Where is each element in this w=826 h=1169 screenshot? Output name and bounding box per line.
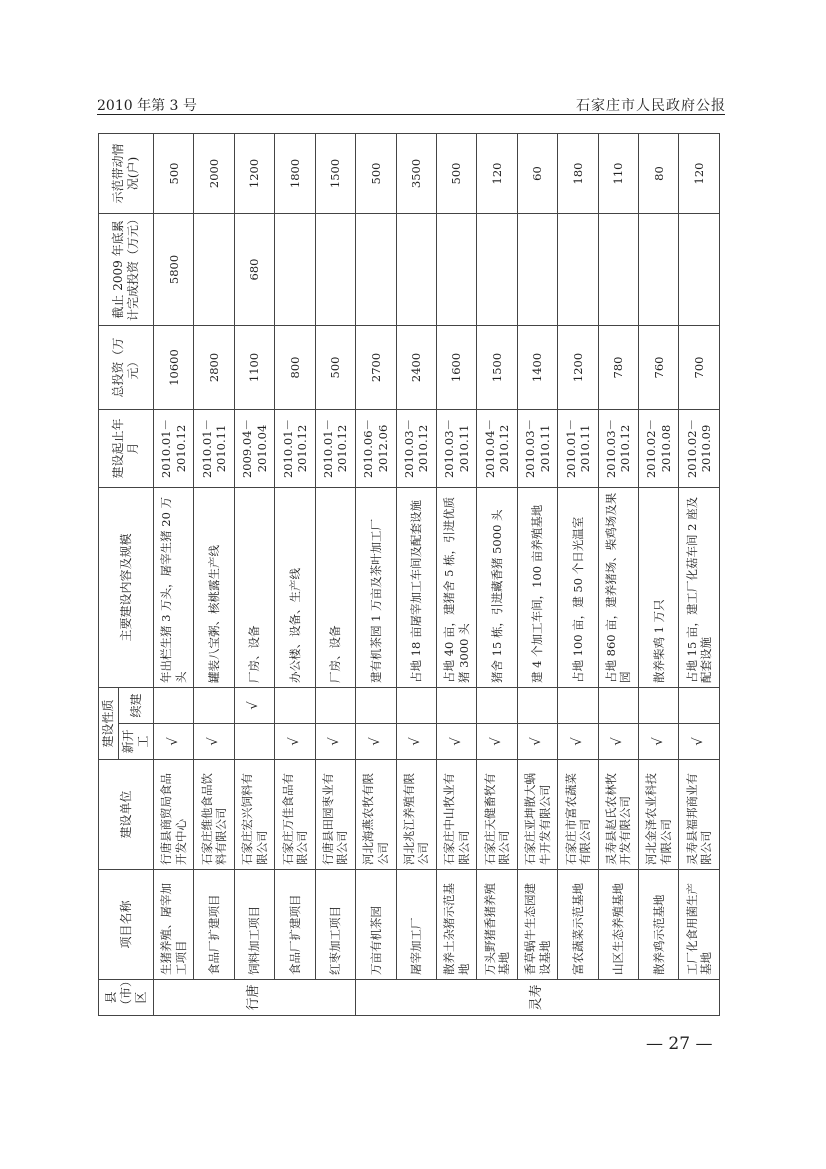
completed-investment xyxy=(315,213,355,325)
cont-check xyxy=(679,687,720,723)
period-text: 2010.02－2010.09 xyxy=(679,409,720,487)
new-check: √ xyxy=(517,724,557,760)
households-count: 1500 xyxy=(315,133,355,213)
new-check: √ xyxy=(194,724,234,760)
total-investment: 2400 xyxy=(396,325,436,409)
table-row xyxy=(154,133,194,1015)
content-text: 占地 100 亩，建 50 个日光温室 xyxy=(558,487,598,687)
project-name: 散养土杂猪示范基地 xyxy=(436,870,476,980)
header-content: 主要建设内容及规模 xyxy=(99,487,154,687)
project-name: 食品厂扩建项目 xyxy=(194,870,234,980)
total-investment: 1600 xyxy=(436,325,476,409)
builder-unit: 灵寿县赵氏农林牧开发有限公司 xyxy=(598,760,638,870)
cont-check xyxy=(194,687,234,723)
households-count: 180 xyxy=(558,133,598,213)
builder-unit: 行唐县田园枣业有限公司 xyxy=(315,760,355,870)
content-text: 厂房、设备 xyxy=(315,487,355,687)
households-count: 500 xyxy=(154,133,194,213)
county-cell: 灵寿 xyxy=(356,980,720,1016)
project-name: 饲料加工项目 xyxy=(234,870,274,980)
period-text: 2010.01－2010.12 xyxy=(154,409,194,487)
period-text: 2010.03－2010.12 xyxy=(396,409,436,487)
completed-investment xyxy=(194,213,234,325)
new-check: √ xyxy=(639,724,679,760)
header-project: 项目名称 xyxy=(99,870,154,980)
project-name: 万头野猪香猪养殖基地 xyxy=(477,870,517,980)
cont-check xyxy=(154,687,194,723)
table-row xyxy=(679,133,720,1015)
content-text: 占地 40 亩，建猪舍 5 栋，引进优质猪 3000 头 xyxy=(436,487,476,687)
content-text: 建有机茶园 1 万亩及茶叶加工厂 xyxy=(356,487,396,687)
builder-unit: 石家庄宏兴饲料有限公司 xyxy=(234,760,274,870)
table-row xyxy=(598,133,638,1015)
project-name: 工厂化食用菌生产基地 xyxy=(679,870,720,980)
header-divider xyxy=(97,114,725,115)
builder-unit: 石家庄万佳食品有限公司 xyxy=(275,760,315,870)
completed-investment xyxy=(275,213,315,325)
header-total: 总投资（万元） xyxy=(99,325,154,409)
cont-check xyxy=(517,687,557,723)
table-row xyxy=(275,133,315,1015)
period-text: 2010.01－2010.11 xyxy=(194,409,234,487)
table-header-row xyxy=(99,133,119,1015)
total-investment: 10600 xyxy=(154,325,194,409)
content-text: 散养柴鸡 1 万只 xyxy=(639,487,679,687)
cont-check xyxy=(315,687,355,723)
period-text: 2010.04－2010.12 xyxy=(477,409,517,487)
total-investment: 500 xyxy=(315,325,355,409)
period-text: 2010.03－2010.11 xyxy=(436,409,476,487)
households-count: 3500 xyxy=(396,133,436,213)
completed-investment xyxy=(558,213,598,325)
total-investment: 780 xyxy=(598,325,638,409)
new-check: √ xyxy=(436,724,476,760)
content-text: 厂房、设备 xyxy=(234,487,274,687)
builder-unit: 石家庄维他食品饮料有限公司 xyxy=(194,760,234,870)
households-count: 500 xyxy=(436,133,476,213)
builder-unit: 石家庄亚坤散大蜗牛开发有限公司 xyxy=(517,760,557,870)
builder-unit: 石家庄天健畜牧有限公司 xyxy=(477,760,517,870)
builder-unit: 灵寿县福邦商业有限公司 xyxy=(679,760,720,870)
header-period: 建设起止年月 xyxy=(99,409,154,487)
header-nature: 建设性质 xyxy=(99,687,119,759)
header-cont: 续建 xyxy=(119,687,154,723)
period-text: 2009.04－2010.04 xyxy=(234,409,274,487)
county-cell: 行唐 xyxy=(154,980,356,1016)
table-row xyxy=(639,133,679,1015)
project-name: 散养鸡示范基地 xyxy=(639,870,679,980)
households-count: 2000 xyxy=(194,133,234,213)
completed-investment xyxy=(477,213,517,325)
completed-investment xyxy=(517,213,557,325)
new-check xyxy=(234,724,274,760)
cont-check xyxy=(598,687,638,723)
completed-investment xyxy=(396,213,436,325)
total-investment: 1500 xyxy=(477,325,517,409)
table-row xyxy=(194,133,234,1015)
cont-check xyxy=(436,687,476,723)
rotated-table-container xyxy=(98,134,720,1016)
cont-check xyxy=(356,687,396,723)
header-new: 新开工 xyxy=(119,724,154,760)
content-text: 罐装八宝粥、核桃露生产线 xyxy=(194,487,234,687)
table-row xyxy=(234,133,274,1015)
cont-check xyxy=(275,687,315,723)
project-name: 山区生态养殖基地 xyxy=(598,870,638,980)
completed-investment xyxy=(356,213,396,325)
new-check: √ xyxy=(477,724,517,760)
households-count: 80 xyxy=(639,133,679,213)
new-check: √ xyxy=(679,724,720,760)
content-text: 占地 18 亩屠宰加工车间及配套设施 xyxy=(396,487,436,687)
table-row xyxy=(517,133,557,1015)
cont-check xyxy=(477,687,517,723)
period-text: 2010.06－2012.06 xyxy=(356,409,396,487)
new-check: √ xyxy=(558,724,598,760)
project-name: 富农蔬菜示范基地 xyxy=(558,870,598,980)
page-number: — 27 — xyxy=(646,1034,713,1054)
project-name: 香草蜗牛生态园建设基地 xyxy=(517,870,557,980)
period-text: 2010.01－2010.12 xyxy=(275,409,315,487)
builder-unit: 河北金泽农业科技有限公司 xyxy=(639,760,679,870)
new-check: √ xyxy=(154,724,194,760)
project-table xyxy=(98,133,720,1016)
period-text: 2010.03－2010.11 xyxy=(517,409,557,487)
total-investment: 1100 xyxy=(234,325,274,409)
table-row xyxy=(558,133,598,1015)
cont-check: √ xyxy=(234,687,274,723)
project-name: 食品厂扩建项目 xyxy=(275,870,315,980)
content-text: 猪舍 15 栋，引进藏香猪 5000 头 xyxy=(477,487,517,687)
total-investment: 1200 xyxy=(558,325,598,409)
builder-unit: 河北兆江养殖有限公司 xyxy=(396,760,436,870)
period-text: 2010.01－2010.11 xyxy=(558,409,598,487)
cont-check xyxy=(558,687,598,723)
completed-investment: 5800 xyxy=(154,213,194,325)
total-investment: 700 xyxy=(679,325,720,409)
header-county: 县（市）区 xyxy=(99,980,154,1016)
project-name: 红枣加工项目 xyxy=(315,870,355,980)
header-done: 截止 2009 年底累计完成投资（万元） xyxy=(99,213,154,325)
households-count: 110 xyxy=(598,133,638,213)
project-name: 万亩有机茶园 xyxy=(356,870,396,980)
content-text: 占地 860 亩，建养猪场、柴鸡场及果园 xyxy=(598,487,638,687)
completed-investment xyxy=(679,213,720,325)
cont-check xyxy=(396,687,436,723)
table-row xyxy=(477,133,517,1015)
total-investment: 800 xyxy=(275,325,315,409)
completed-investment: 680 xyxy=(234,213,274,325)
project-name: 生猪养殖、屠宰加工项目 xyxy=(154,870,194,980)
total-investment: 2800 xyxy=(194,325,234,409)
content-text: 办公楼、设备、生产线 xyxy=(275,487,315,687)
completed-investment xyxy=(598,213,638,325)
completed-investment xyxy=(436,213,476,325)
table-row xyxy=(315,133,355,1015)
households-count: 1200 xyxy=(234,133,274,213)
new-check: √ xyxy=(275,724,315,760)
publication-title: 石家庄市人民政府公报 xyxy=(576,98,726,114)
total-investment: 2700 xyxy=(356,325,396,409)
issue-label: 2010 年第 3 号 xyxy=(97,98,197,114)
households-count: 1800 xyxy=(275,133,315,213)
households-count: 120 xyxy=(477,133,517,213)
period-text: 2010.03－2010.12 xyxy=(598,409,638,487)
households-count: 500 xyxy=(356,133,396,213)
total-investment: 1400 xyxy=(517,325,557,409)
new-check: √ xyxy=(356,724,396,760)
content-text: 占地 15 亩，建工厂化菇车间 2 座及配套设施 xyxy=(679,487,720,687)
content-text: 年出栏生猪 3 万头，屠宰生猪 20 万头 xyxy=(154,487,194,687)
project-name: 屠宰加工厂 xyxy=(396,870,436,980)
period-text: 2010.01－2010.12 xyxy=(315,409,355,487)
content-text: 建 4 个加工车间，100 亩养殖基地 xyxy=(517,487,557,687)
builder-unit: 石家庄市富农蔬菜有限公司 xyxy=(558,760,598,870)
period-text: 2010.02－2010.08 xyxy=(639,409,679,487)
header-unit: 建设单位 xyxy=(99,760,154,870)
table-row xyxy=(356,133,396,1015)
builder-unit: 河北海燕农牧有限公司 xyxy=(356,760,396,870)
builder-unit: 行唐县商贸局食品开发中心 xyxy=(154,760,194,870)
households-count: 60 xyxy=(517,133,557,213)
builder-unit: 石家庄中山牧业有限公司 xyxy=(436,760,476,870)
header-households: 示范带动情况(户) xyxy=(99,133,154,213)
new-check: √ xyxy=(396,724,436,760)
cont-check xyxy=(639,687,679,723)
table-row xyxy=(436,133,476,1015)
households-count: 120 xyxy=(679,133,720,213)
completed-investment xyxy=(639,213,679,325)
new-check: √ xyxy=(598,724,638,760)
total-investment: 760 xyxy=(639,325,679,409)
new-check: √ xyxy=(315,724,355,760)
table-row xyxy=(396,133,436,1015)
